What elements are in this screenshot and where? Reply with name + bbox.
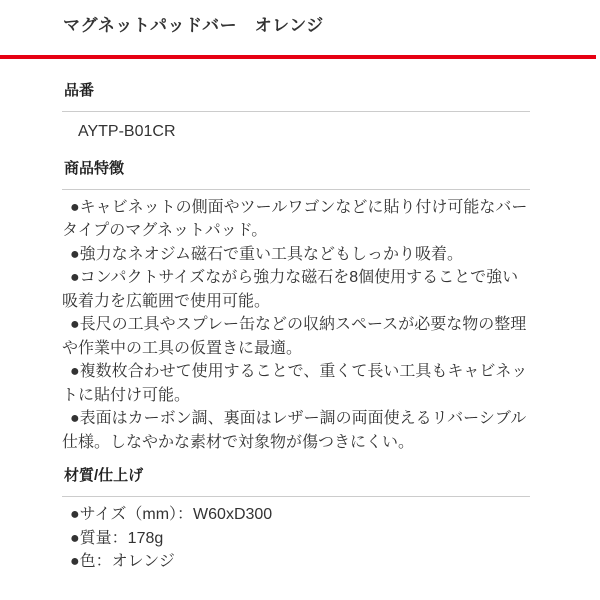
spec-item-weight: ●質量：178g — [70, 529, 164, 547]
spec-item-color: ●色：オレンジ — [70, 553, 175, 570]
features-heading: 商品特徴 — [62, 144, 530, 190]
feature-item: ●長尺の工具やスプレー缶などの収納スペースが必要な物の整理や作業中の工具の仮置きに最適。 — [62, 316, 527, 357]
feature-item: ●キャビネットの側面やツールワゴンなどに貼り付け可能なバータイプのマグネットパッド。 — [62, 198, 528, 239]
section-material-finish — [62, 454, 530, 574]
section-part-number — [62, 59, 530, 144]
features-list — [62, 190, 530, 455]
feature-item: ●強力なネオジム磁石で重い工具などもしっかり吸着。 — [70, 245, 464, 263]
feature-item: ●表面はカーボン調、裏面はレザー調の両面使えるリバーシブル仕様。しなやかな素材で対象物が傷つきにくい。 — [62, 410, 527, 451]
material-finish-heading: 材質/仕上げ — [62, 454, 530, 497]
part-number-value: AYTP-B01CR — [78, 123, 176, 140]
specs-list — [62, 497, 530, 574]
part-number-heading: 品番 — [62, 59, 530, 112]
spec-item-size: ●サイズ（mm）：W60xD300 — [70, 506, 273, 523]
product-detail-content — [62, 59, 530, 574]
section-features — [62, 144, 530, 455]
feature-item: ●コンパクトサイズながら強力な磁石を8個使用することで強い吸着力を広範囲で使用可能。 — [62, 269, 519, 310]
feature-item: ●複数枚合わせて使用することで、重くて長い工具もキャビネットに貼付け可能。 — [62, 363, 528, 404]
product-title: マグネットパッドバー オレンジ — [63, 16, 324, 35]
